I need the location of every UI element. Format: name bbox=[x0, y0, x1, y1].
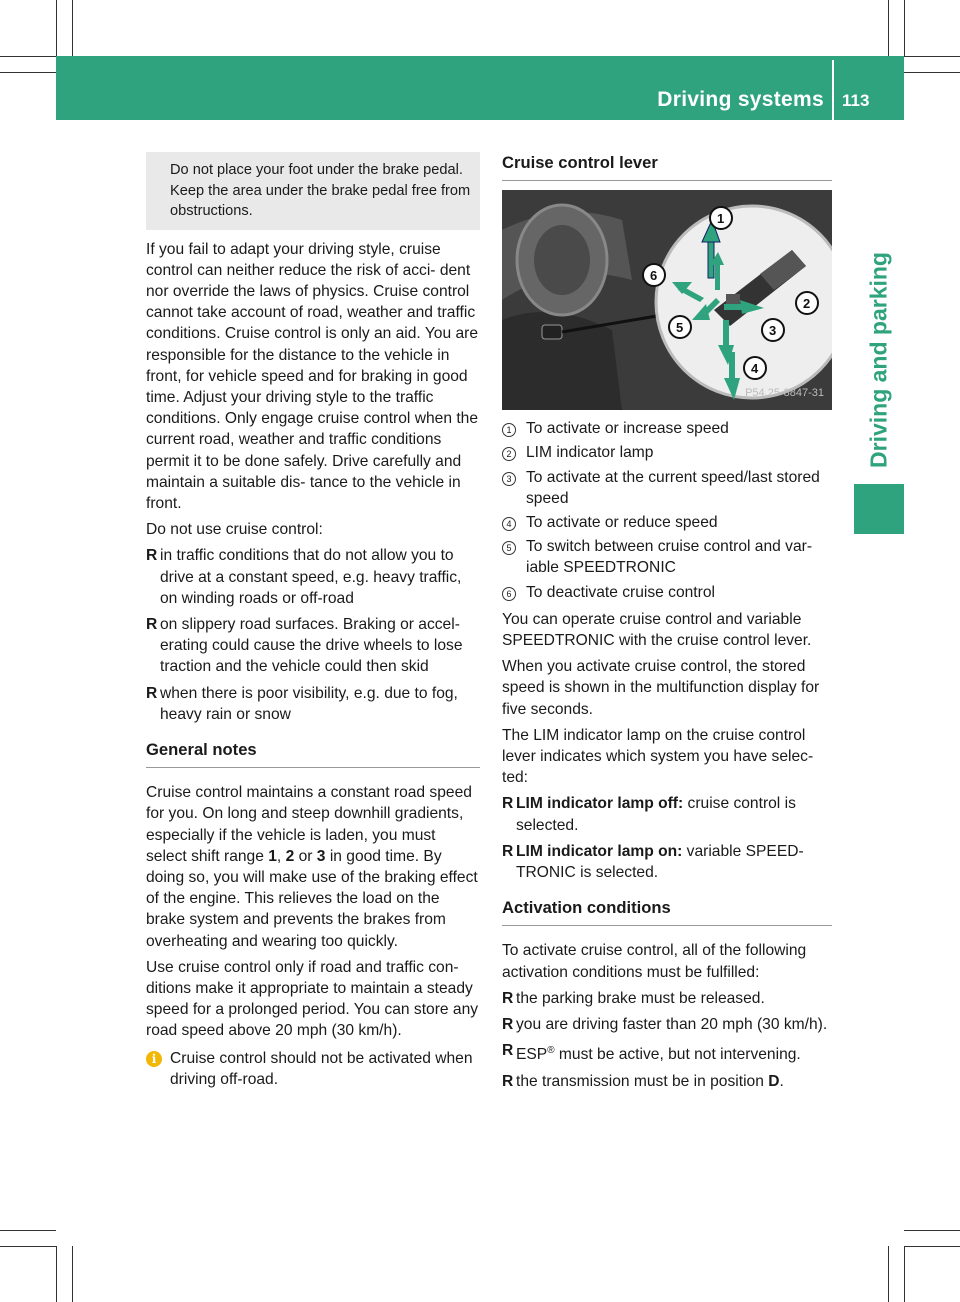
header-divider bbox=[832, 60, 834, 120]
cruise-control-lever-illustration bbox=[502, 190, 832, 410]
section-title: Driving systems bbox=[657, 88, 824, 111]
list-item: R LIM indicator lamp on: variable SPEED- TRONIC is selected. bbox=[502, 842, 804, 882]
figure-id: P54.25-8847-31 bbox=[745, 387, 824, 399]
info-note: i Cruise control should not be activated when driving off-road. bbox=[146, 1048, 480, 1090]
crop-mark bbox=[56, 0, 57, 56]
crop-mark bbox=[888, 0, 889, 56]
section-heading: Activation conditions bbox=[502, 897, 832, 926]
chapter-tab-marker bbox=[854, 484, 904, 534]
svg-text:5: 5 bbox=[676, 320, 684, 336]
list-item: R when there is poor visibility, e.g. due to fog, heavy rain or snow bbox=[146, 684, 458, 723]
lever-illustration-svg bbox=[502, 190, 832, 410]
paragraph: To activate cruise control, all of the following activation conditions must be fulfilled: bbox=[502, 942, 807, 981]
crop-mark bbox=[904, 1230, 960, 1231]
svg-text:4: 4 bbox=[751, 361, 759, 377]
section-heading: General notes bbox=[146, 739, 480, 768]
svg-text:1: 1 bbox=[717, 211, 725, 227]
crop-mark bbox=[888, 1246, 889, 1302]
chapter-tab-label: Driving and parking bbox=[865, 252, 892, 468]
svg-text:2: 2 bbox=[803, 296, 811, 312]
right-column bbox=[502, 152, 832, 1097]
paragraph: Use cruise control only if road and traffic con- ditions make it appropriate to maintain a steady speed for a prolonged period. You can store any road speed above 20 mph (30 km/h). bbox=[146, 958, 479, 1040]
list-item: R you are driving faster than 20 mph (30 km/h). bbox=[502, 1016, 828, 1034]
crop-mark bbox=[56, 1246, 57, 1302]
crop-mark bbox=[72, 0, 73, 56]
paragraph: Cruise control maintains a constant road speed for you. On long and steep downhill gradients, especially if the vehicle is laden, you must select shift range 1, 2 or 3 in good time. By doing so, you will make use of the braking effect of the engine. This relieves the load on the brake system and prevents the brakes from overheating and wearing too quickly. bbox=[146, 784, 478, 950]
list-item: 5 To switch between cruise control and var- iable SPEEDTRONIC bbox=[502, 536, 832, 578]
svg-text:6: 6 bbox=[650, 268, 658, 284]
crop-mark bbox=[904, 0, 905, 56]
paragraph: Do not use cruise control: bbox=[146, 521, 323, 539]
page-number: 113 bbox=[842, 91, 870, 110]
list-item: R LIM indicator lamp off: cruise control is selected. bbox=[502, 795, 796, 834]
list-item: 3 To activate at the current speed/last stored speed bbox=[502, 467, 832, 509]
list-item: 4 To activate or reduce speed bbox=[502, 512, 832, 533]
paragraph: The LIM indicator lamp on the cruise control lever indicates which system you have selec- ted: bbox=[502, 726, 814, 787]
list-item: R in traffic conditions that do not allow you to drive at a constant speed, e.g. heavy traffic, on winding roads or off-road bbox=[146, 547, 462, 607]
list-item: R on slippery road surfaces. Braking or accel- erating could cause the drive wheels to lose traction and the vehicle could then skid bbox=[146, 615, 463, 676]
paragraph: You can operate cruise control and variable SPEEDTRONIC with the cruise control lever. bbox=[502, 610, 812, 650]
crop-mark bbox=[904, 1246, 905, 1302]
list-item: 2 LIM indicator lamp bbox=[502, 442, 832, 463]
paragraph: If you fail to adapt your driving style, cruise control can neither reduce the risk of acci- dent nor override the laws of physics. Cruise control cannot take account of road, weather and traffic conditions. Cruise control is only an aid. You are responsible for the distance to the vehicle in front, for vehicle speed and for braking in good time. Adjust your driving style to the traffic conditions. Only engage cruise control when the current road, weather and traffic conditions permit it to be done safely. Drive carefully and maintain a suitable dis- tance to the vehicle in front. bbox=[146, 240, 478, 512]
list-item: R ESP® must be active, but not intervening. bbox=[502, 1042, 801, 1064]
list-item: R the parking brake must be released. bbox=[502, 989, 765, 1007]
info-icon: i bbox=[146, 1051, 162, 1067]
warning-note: Do not place your foot under the brake pedal. Keep the area under the brake pedal free from obstructions. bbox=[146, 152, 480, 230]
crop-mark bbox=[0, 72, 56, 73]
crop-mark bbox=[904, 1246, 960, 1247]
crop-mark bbox=[904, 56, 960, 57]
crop-mark bbox=[904, 72, 960, 73]
paragraph: When you activate cruise control, the stored speed is shown in the multifunction display for five seconds. bbox=[502, 658, 820, 718]
svg-text:3: 3 bbox=[769, 323, 777, 339]
crop-mark bbox=[0, 1230, 56, 1231]
section-heading: Cruise control lever bbox=[502, 152, 832, 181]
crop-mark bbox=[72, 1246, 73, 1302]
crop-mark bbox=[0, 1246, 56, 1247]
list-item: 6 To deactivate cruise control bbox=[502, 582, 832, 603]
list-item: R the transmission must be in position D. bbox=[502, 1072, 784, 1090]
crop-mark bbox=[0, 56, 56, 57]
list-item: 1 To activate or increase speed bbox=[502, 418, 832, 439]
left-column bbox=[146, 152, 480, 1090]
